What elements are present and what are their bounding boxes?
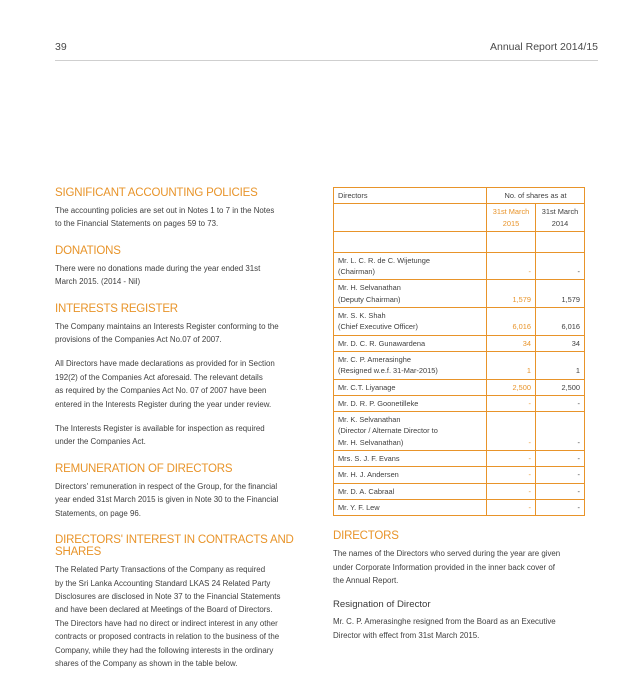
table-row xyxy=(334,483,585,499)
shares-2014-cell: 1,579 xyxy=(536,280,585,308)
shares-2015-cell: - xyxy=(487,395,536,411)
table-row xyxy=(334,351,585,379)
shares-2014-cell: 1 xyxy=(536,351,585,379)
director-name-line: (Chief Executive Officer) xyxy=(338,322,418,332)
shares-2014-cell: - xyxy=(536,483,585,499)
director-name-line: Mr. K. Selvanathan xyxy=(338,415,401,425)
table-row xyxy=(334,499,585,515)
shares-2014-cell: - xyxy=(536,252,585,280)
text-line: by the Sri Lanka Accounting Standard LKAS 24 Related Party xyxy=(55,578,271,588)
text-line: under Corporate Information provided in the inner back cover of xyxy=(333,562,555,572)
paragraph-directors-interest xyxy=(55,563,305,670)
shares-2015-cell: - xyxy=(487,412,536,451)
text-line: provisions of the Companies Act No.07 of 2007. xyxy=(55,335,222,345)
director-name-cell xyxy=(334,335,487,351)
director-name-line: Mr. H. Selvanathan) xyxy=(338,437,404,447)
director-name-line: Mrs. S. J. F. Evans xyxy=(338,454,400,464)
director-name-cell xyxy=(334,379,487,395)
header-rule xyxy=(55,60,598,61)
shares-2014-cell: - xyxy=(536,451,585,467)
shares-2014-cell: - xyxy=(536,395,585,411)
text-line: Disclosures are disclosed in Note 37 to the Financial Statements xyxy=(55,591,281,601)
director-name-cell xyxy=(334,451,487,467)
text-line: The Related Party Transactions of the Company as required xyxy=(55,565,266,575)
shares-2015-cell: - xyxy=(487,499,536,515)
text-line: Director with effect from 31st March 2015. xyxy=(333,630,480,640)
paragraph-resignation xyxy=(333,615,585,642)
director-name-cell xyxy=(334,412,487,451)
director-name-cell xyxy=(334,351,487,379)
text-line: entered in the Interests Register during the year under review. xyxy=(55,399,272,409)
shares-2015-cell: - xyxy=(487,467,536,483)
shares-2015-cell: - xyxy=(487,252,536,280)
shares-2015-cell: 1 xyxy=(487,351,536,379)
heading-remuneration: REMUNERATION OF DIRECTORS xyxy=(55,462,233,475)
table-row xyxy=(334,379,585,395)
table-row xyxy=(334,252,585,280)
text-line: The names of the Directors who served during the year are given xyxy=(333,549,561,559)
text-line: Directors' remuneration in respect of the Group, for the financial xyxy=(55,481,278,491)
header-col-2015: 31st March 2015 xyxy=(487,204,536,232)
shares-2015-cell: - xyxy=(487,451,536,467)
director-name-cell xyxy=(334,308,487,336)
director-name-cell xyxy=(334,252,487,280)
shares-2015-cell: 6,016 xyxy=(487,308,536,336)
text-line: Statements, on page 96. xyxy=(55,508,141,518)
heading-donations: DONATIONS xyxy=(55,244,121,257)
page-number: 39 xyxy=(55,41,67,53)
heading-directors-interest: DIRECTORS' INTEREST IN CONTRACTS AND SHARES xyxy=(55,534,294,559)
director-name-line: Mr. H. Selvanathan xyxy=(338,283,401,293)
text-line: There were no donations made during the year ended 31st xyxy=(55,263,261,273)
director-name-cell xyxy=(334,499,487,515)
shares-2015-cell: 34 xyxy=(487,335,536,351)
director-name-cell xyxy=(334,280,487,308)
heading-accounting-policies: SIGNIFICANT ACCOUNTING POLICIES xyxy=(55,187,258,199)
director-name-cell xyxy=(334,483,487,499)
text-line: All Directors have made declarations as provided for in Section xyxy=(55,359,275,369)
director-name-line: Mr. D. C. R. Gunawardena xyxy=(338,338,426,348)
director-name-line: (Deputy Chairman) xyxy=(338,294,401,304)
text-line: and have been declared at Meetings of the Board of Directors. xyxy=(55,605,273,615)
director-name-cell xyxy=(334,395,487,411)
shares-2015-cell: 2,500 xyxy=(487,379,536,395)
director-name-line: (Chairman) xyxy=(338,267,375,277)
shareholdings-table xyxy=(333,187,585,516)
table-row xyxy=(334,308,585,336)
text-line: Company, while they had the following interests in the ordinary xyxy=(55,645,274,655)
shares-2014-cell: 34 xyxy=(536,335,585,351)
paragraph-accounting-policies xyxy=(55,204,305,231)
text-line: shares of the Company as shown in the table below. xyxy=(55,658,238,668)
paragraph-donations xyxy=(55,262,305,289)
left-column xyxy=(55,187,305,670)
text-line: The Interests Register is available for inspection as required xyxy=(55,424,265,434)
text-line: 192(2) of the Companies Act aforesaid. The relevant details xyxy=(55,372,263,382)
heading-resignation: Resignation of Director xyxy=(333,599,431,611)
director-name-line: Mr. D. A. Cabraal xyxy=(338,486,395,496)
paragraph-interests-2 xyxy=(55,357,305,411)
table-row xyxy=(334,412,585,451)
director-name-line: (Resigned w.e.f. 31-Mar-2015) xyxy=(338,366,438,376)
table-row xyxy=(334,451,585,467)
paragraph-directors xyxy=(333,547,585,587)
director-name-line: Mr. S. K. Shah xyxy=(338,311,386,321)
paragraph-interests-1 xyxy=(55,320,305,347)
paragraph-interests-3 xyxy=(55,422,305,449)
table-row xyxy=(334,335,585,351)
header-directors: Directors xyxy=(334,188,487,204)
director-name-line: (Director / Alternate Director to xyxy=(338,426,438,436)
director-name-line: Mr. D. R. P. Goonetilleke xyxy=(338,398,419,408)
header-shares-as-at: No. of shares as at xyxy=(487,188,585,204)
shares-2015-cell: - xyxy=(487,483,536,499)
text-line: The Directors have had no direct or indirect interest in any other xyxy=(55,618,278,628)
director-name-line: Mr. C. P. Amerasinghe xyxy=(338,354,411,364)
heading-directors: DIRECTORS xyxy=(333,530,399,543)
shares-2015-cell: 1,579 xyxy=(487,280,536,308)
director-name-line: Mr. Y. F. Lew xyxy=(338,502,380,512)
paragraph-remuneration xyxy=(55,480,305,520)
director-name-line: Mr. C.T. Liyanage xyxy=(338,382,396,392)
table-row xyxy=(334,280,585,308)
text-line: to the Financial Statements on pages 59 to 73. xyxy=(55,219,219,229)
table-row xyxy=(334,467,585,483)
shares-2014-cell: - xyxy=(536,467,585,483)
heading-interests-register: INTERESTS REGISTER xyxy=(55,302,178,315)
text-line: The Company maintains an Interests Register conforming to the xyxy=(55,321,279,331)
report-title: Annual Report 2014/15 xyxy=(490,41,598,53)
text-line: as required by the Companies Act No. 07 of 2007 have been xyxy=(55,386,267,396)
shares-2014-cell: 6,016 xyxy=(536,308,585,336)
header-col-2014: 31st March 2014 xyxy=(536,204,585,232)
director-name-line: Mr. L. C. R. de C. Wijetunge xyxy=(338,255,431,265)
director-name-cell xyxy=(334,467,487,483)
right-column xyxy=(333,187,585,642)
shares-2014-cell: 2,500 xyxy=(536,379,585,395)
shares-2014-cell: - xyxy=(536,499,585,515)
text-line: The accounting policies are set out in Notes 1 to 7 in the Notes xyxy=(55,206,275,215)
text-line: year ended 31st March 2015 is given in Note 30 to the Financial xyxy=(55,495,279,505)
table-row xyxy=(334,395,585,411)
director-name-line: Mr. H. J. Andersen xyxy=(338,470,399,480)
text-line: Mr. C. P. Amerasinghe resigned from the Board as an Executive xyxy=(333,617,556,627)
shares-2014-cell: - xyxy=(536,412,585,451)
text-line: the Annual Report. xyxy=(333,576,399,586)
text-line: contracts or proposed contracts in relation to the business of the xyxy=(55,632,280,642)
text-line: March 2015. (2014 - Nil) xyxy=(55,277,141,287)
text-line: under the Companies Act. xyxy=(55,437,146,447)
